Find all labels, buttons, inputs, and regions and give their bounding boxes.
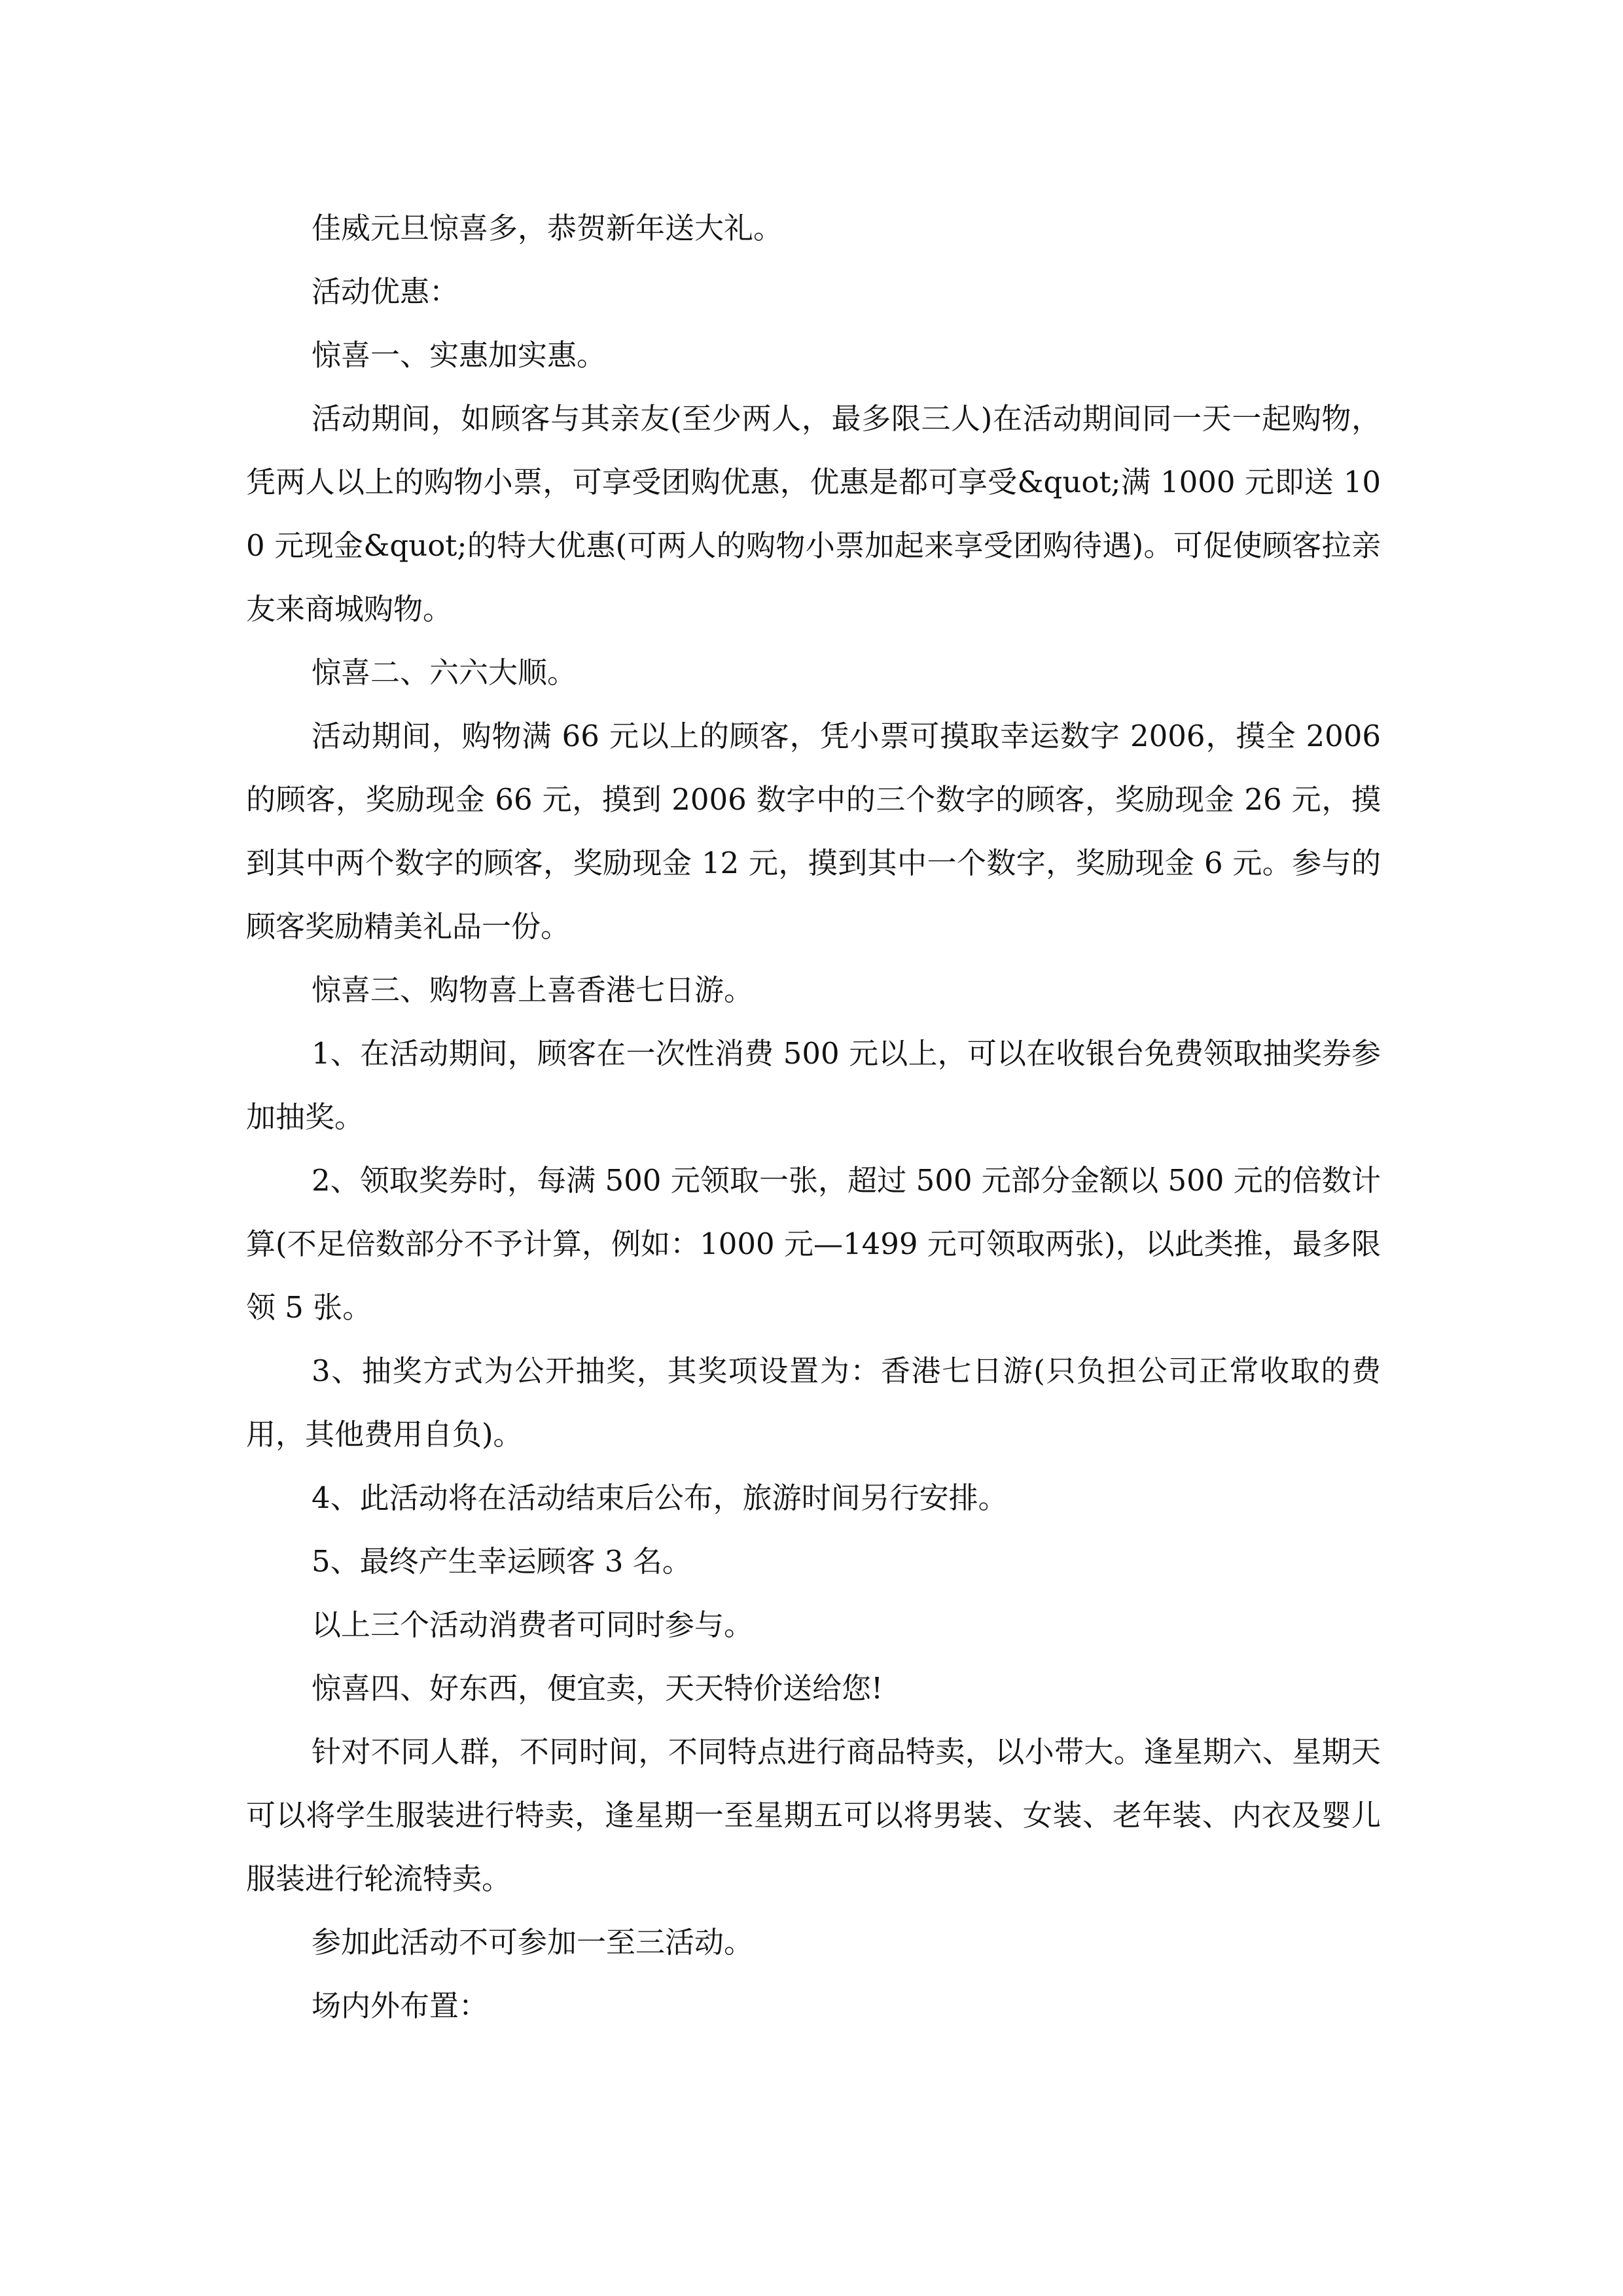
surprise-one-heading: 惊喜一、实惠加实惠。: [312, 338, 607, 372]
rule-item-3: 3、抽奖方式为公开抽奖，其奖项设置为：香港七日游(只负担公司正常收取的费用，其他费用自负)。: [246, 1354, 1381, 1452]
document-body: [246, 196, 1381, 2037]
surprise-two-heading: 惊喜二、六六大顺。: [312, 655, 577, 690]
surprise-four-paragraph: 针对不同人群，不同时间，不同特点进行商品特卖，以小带大。逢星期六、星期天可以将学生服装进行特卖，逢星期一至星期五可以将男装、女装、老年装、内衣及婴儿服装进行轮流特卖。: [246, 1734, 1381, 1896]
combined-participation-note: 以上三个活动消费者可同时参与。: [312, 1607, 754, 1642]
surprise-one-paragraph: 活动期间，如顾客与其亲友(至少两人，最多限三人)在活动期间同一天一起购物，凭两人以上的购物小票，可享受团购优惠，优惠是都可享受&quot;满 1000 元即送 100 元现金&quot;的特大优惠(可两人的购物小票加起来享受团购待遇)。可促使顾客拉亲友来商城购物。: [246, 401, 1381, 626]
exclusion-note: 参加此活动不可参加一至三活动。: [312, 1925, 754, 1960]
surprise-four-heading: 惊喜四、好东西，便宜卖，天天特价送给您!: [312, 1671, 883, 1706]
rule-item-2: 2、领取奖券时，每满 500 元领取一张，超过 500 元部分金额以 500 元的倍数计算(不足倍数部分不予计算，例如：1000 元—1499 元可领取两张)，以此类推，最多限领 5 张。: [246, 1163, 1381, 1325]
surprise-two-paragraph: 活动期间，购物满 66 元以上的顾客，凭小票可摸取幸运数字 2006，摸全 2006 的顾客，奖励现金 66 元，摸到 2006 数字中的三个数字的顾客，奖励现金 26 元，摸到其中两个数字的顾客，奖励现金 12 元，摸到其中一个数字，奖励现金 6 元。参与的顾客奖励精美礼品一份。: [246, 719, 1381, 944]
rule-item-1: 1、在活动期间，顾客在一次性消费 500 元以上，可以在收银台免费领取抽奖券参加抽奖。: [246, 1036, 1381, 1134]
rule-item-4: 4、此活动将在活动结束后公布，旅游时间另行安排。: [312, 1480, 1008, 1515]
venue-layout-heading: 场内外布置：: [312, 1988, 489, 2023]
section-heading-promotions: 活动优惠：: [312, 274, 459, 309]
rule-item-5: 5、最终产生幸运顾客 3 名。: [312, 1544, 692, 1579]
intro-paragraph: 佳威元旦惊喜多，恭贺新年送大礼。: [312, 211, 783, 245]
surprise-three-heading: 惊喜三、购物喜上喜香港七日游。: [312, 973, 754, 1007]
